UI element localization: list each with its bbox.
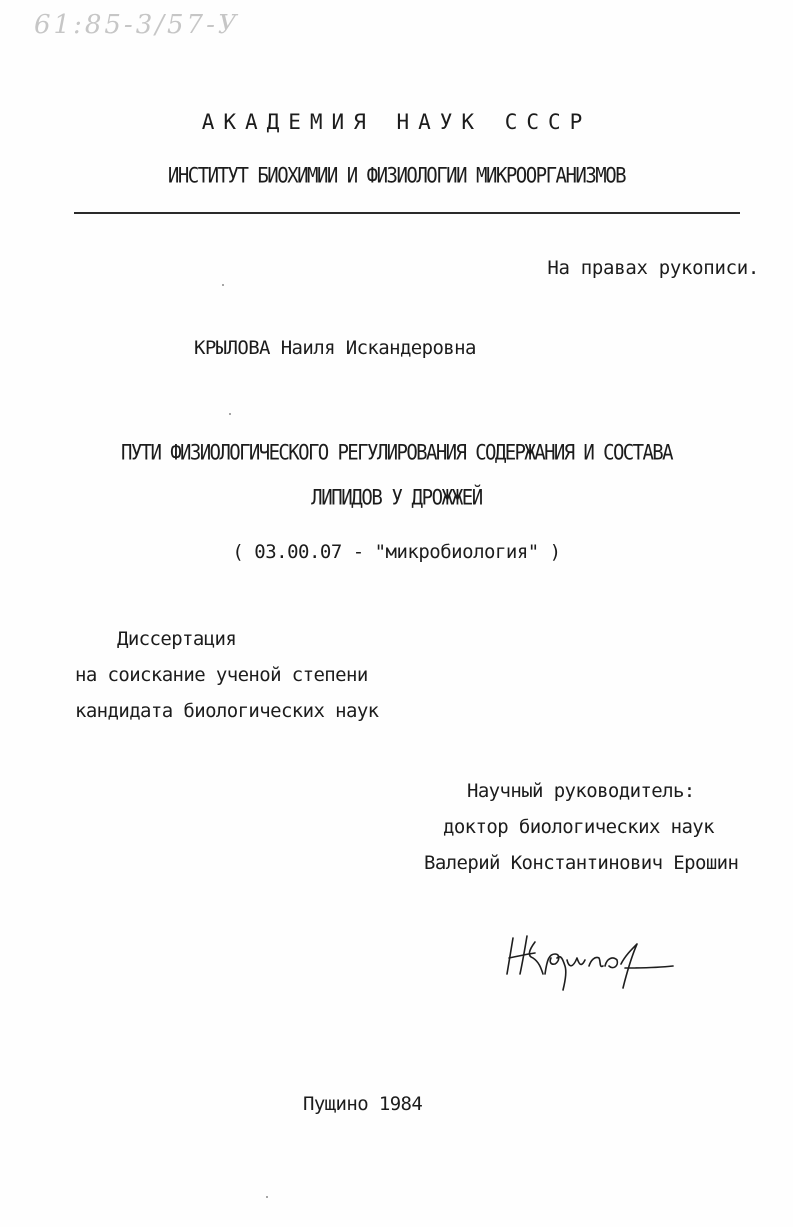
specialty-code: ( 03.00.07 - "микробиология" ) xyxy=(232,541,561,563)
degree-line-2: на соискание ученой степени xyxy=(75,664,368,686)
academy-heading: АКАДЕМИЯ НАУК СССР xyxy=(201,110,592,134)
supervisor-label: Научный руководитель: xyxy=(467,780,695,802)
paper-speck xyxy=(229,413,231,415)
rights-note: На правах рукописи. xyxy=(547,257,759,279)
supervisor-rank: доктор биологических наук xyxy=(443,816,714,838)
institute-heading: ИНСТИТУТ БИОХИМИИ И ФИЗИОЛОГИИ МИКРООРГАНИЗМОВ xyxy=(167,163,626,189)
thesis-title-line-2: ЛИПИДОВ У ДРОЖЖЕЙ xyxy=(311,485,482,511)
thesis-title-line-1: ПУТИ ФИЗИОЛОГИЧЕСКОГО РЕГУЛИРОВАНИЯ СОДЕРЖАНИЯ И СОСТАВА xyxy=(121,440,672,466)
place-and-year: Пущино 1984 xyxy=(303,1093,423,1115)
paper-speck xyxy=(222,284,224,286)
supervisor-name: Валерий Константинович Ерошин xyxy=(424,852,739,874)
header-divider xyxy=(74,212,740,214)
archive-handwritten-mark: 61:85-3/57-У xyxy=(34,10,240,40)
degree-line-1: Диссертация xyxy=(117,628,237,650)
author-name: КРЫЛОВА Наиля Искандеровна xyxy=(194,337,476,359)
author-signature xyxy=(505,928,675,992)
degree-line-3: кандидата биологических наук xyxy=(75,700,379,722)
paper-speck xyxy=(266,1196,268,1198)
